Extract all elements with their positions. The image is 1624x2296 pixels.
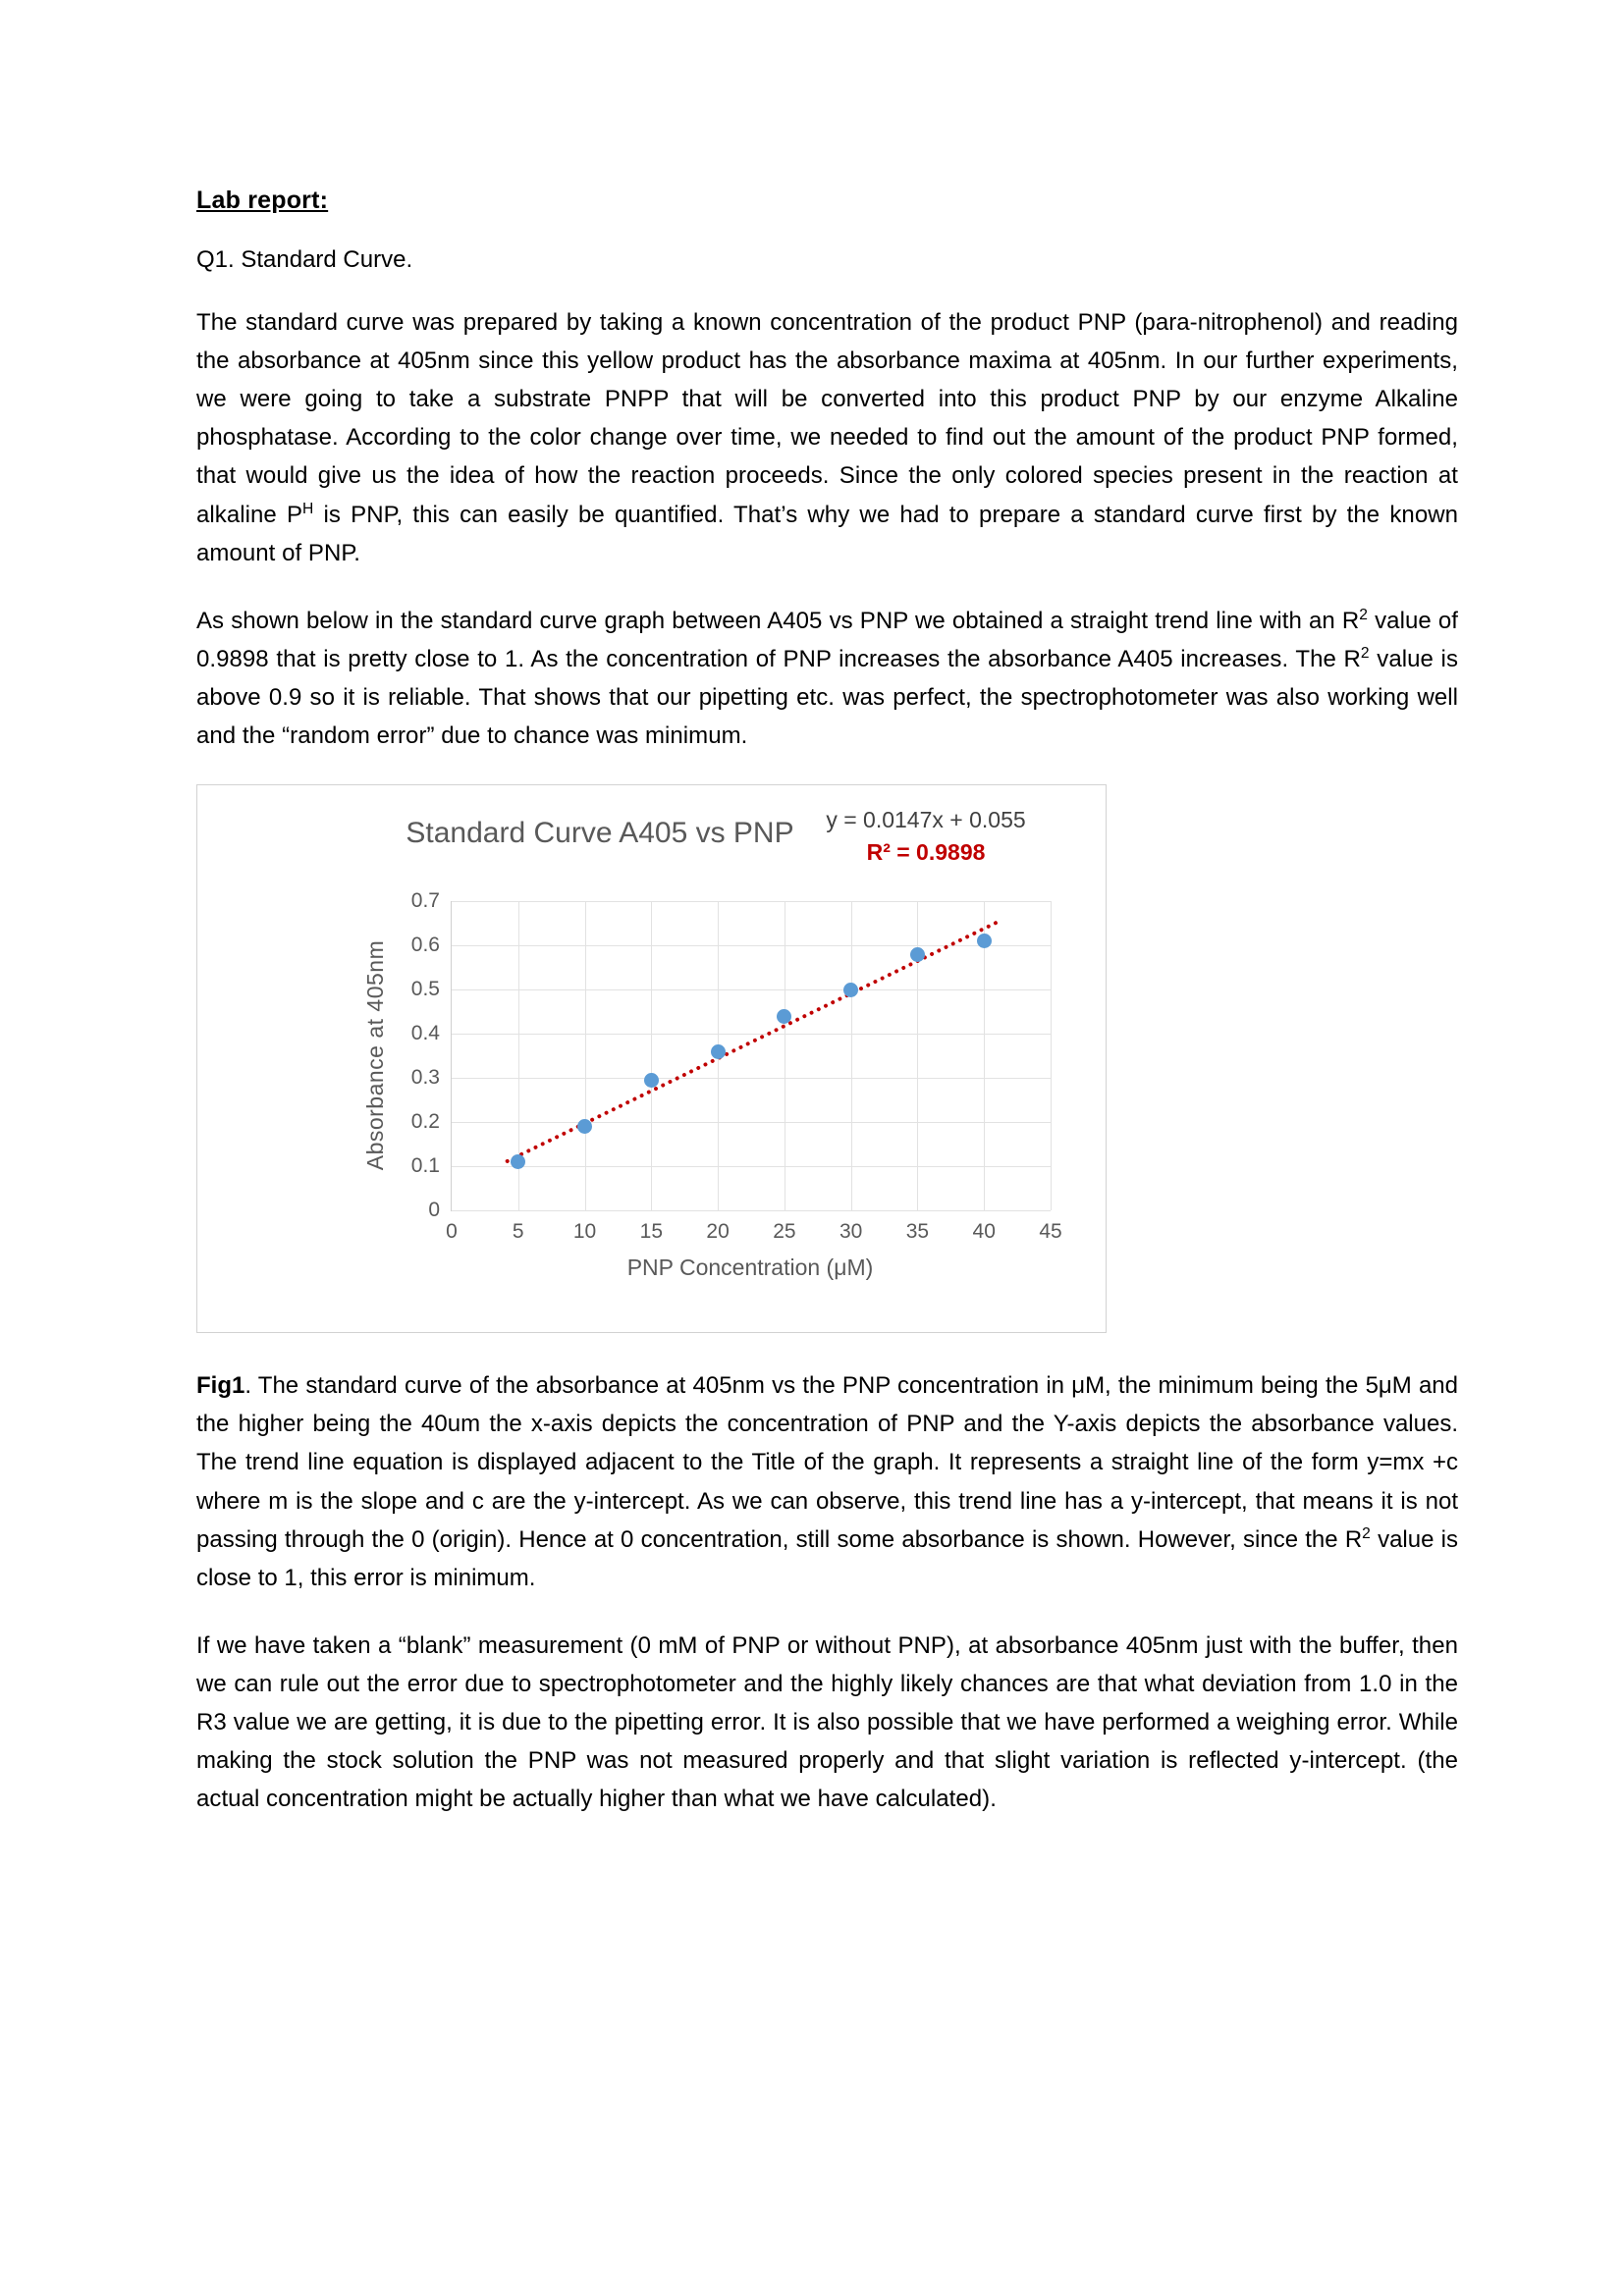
chart-y-tick-label: 0.3	[410, 1066, 440, 1090]
chart-y-tick-label: 0.1	[410, 1154, 440, 1178]
chart-gridline-horizontal	[452, 1210, 1051, 1211]
chart-gridline-vertical	[1051, 901, 1052, 1210]
chart-gridline-horizontal	[452, 901, 1051, 902]
trendline-equation: y = 0.0147x + 0.055	[826, 807, 1026, 833]
chart-gridline-horizontal	[452, 1122, 1051, 1123]
chart-x-tick-label: 35	[905, 1220, 930, 1244]
paragraph-4: If we have taken a “blank” measurement (0 mM of PNP or without PNP), at absorbance 405nm just with the buffer, then we can rule out the error due to spectrophotometer and the highly likely chances are that what deviation from 1.0 in the R3 value we are getting, it is due to the pipetting error. It is also possible that we have performed a weighing error. While making the stock solution the PNP was not measured properly and that slight variation is reflected y-intercept. (the actual concentration might be actually higher than what we have calculated).	[196, 1631, 1458, 1813]
chart-title: Standard Curve A405 vs PNP	[406, 817, 794, 850]
standard-curve-chart	[196, 784, 1107, 1333]
chart-x-tick-label: 10	[572, 1220, 597, 1244]
paragraph-1-superscript: H	[302, 500, 314, 517]
chart-y-tick-label: 0.6	[410, 934, 440, 957]
chart-x-tick-label: 25	[773, 1220, 796, 1244]
paragraph-2-text-a: As shown below in the standard curve graph between A405 vs PNP we obtained a straight trend line with an R	[196, 607, 1360, 634]
chart-data-point	[843, 983, 858, 997]
chart-gridline-horizontal	[452, 1034, 1051, 1035]
page-title: Lab report:	[196, 187, 329, 214]
chart-equation	[774, 807, 1078, 866]
chart-x-tick-label: 40	[972, 1220, 996, 1244]
chart-y-tick-label: 0	[428, 1199, 440, 1222]
chart-x-tick-label: 0	[446, 1220, 458, 1244]
chart-data-point	[644, 1073, 659, 1088]
figure-caption-text-b: value is close to 1, this error is minimum.	[196, 1525, 1458, 1591]
r-squared-label: R² = 0.9898	[866, 839, 986, 866]
figure-caption-text-a: . The standard curve of the absorbance at 405nm vs the PNP concentration in μM, the minimum being the 5μM and the higher being the 40um the x-axis depicts the concentration of PNP and the Y-axis depicts the absorbance values. The trend line equation is displayed adjacent to the Title of the graph. It represents a straight line of the form y=mx +c where m is the slope and c are the y-intercept. As we can observe, this trend line has a y-intercept, that means it is not passing through the 0 (origin). Hence at 0 concentration, still some absorbance is shown. However, since the R	[196, 1372, 1458, 1553]
chart-y-tick-label: 0.2	[410, 1110, 440, 1134]
paragraph-2-superscript-2: 2	[1360, 644, 1370, 662]
chart-x-tick-label: 20	[706, 1220, 730, 1244]
chart-gridline-horizontal	[452, 1078, 1051, 1079]
chart-plot-area	[410, 889, 1062, 1244]
paragraph-1	[196, 303, 1458, 572]
chart-y-axis-label: Absorbance at 405nm	[362, 939, 388, 1171]
chart-y-tick-label: 0.4	[410, 1022, 440, 1045]
paragraph-2-text-c: value is above 0.9 so it is reliable. That shows that our pipetting etc. was perfect, the spectrophotometer was also working well and the “random error” due to chance was minimum.	[196, 645, 1458, 750]
chart-data-point	[711, 1044, 726, 1059]
chart-gridline-vertical	[651, 901, 652, 1210]
chart-data-point	[977, 934, 992, 948]
chart-x-tick-label: 5	[512, 1220, 524, 1244]
figure-caption	[196, 1366, 1458, 1597]
chart-x-tick-label: 30	[839, 1220, 863, 1244]
question-heading: Q1. Standard Curve.	[196, 246, 413, 273]
chart-x-tick-label: 45	[1039, 1220, 1062, 1244]
chart-gridline-horizontal	[452, 1166, 1051, 1167]
chart-y-tick-label: 0.5	[410, 978, 440, 1001]
chart-data-point	[777, 1009, 791, 1024]
chart-x-axis-label: PNP Concentration (μM)	[626, 1255, 874, 1281]
paragraph-1-text: The standard curve was prepared by taking a known concentration of the product PNP (para-nitrophenol) and reading the absorbance at 405nm since this yellow product has the absorbance maxima at 405nm. In our further experiments, we were going to take a substrate PNPP that will be converted into this product PNP by our enzyme Alkaline phosphatase. According to the color change over time, we needed to find out the amount of the product PNP formed, that would give us the idea of how the reaction proceeds. Since the only colored species present in the reaction at alkaline P	[196, 309, 1458, 528]
paragraph-1-text-cont: is PNP, this can easily be quantified. That’s why we had to prepare a standard curve first by the known amount of PNP.	[196, 501, 1458, 566]
chart-data-point	[910, 947, 925, 962]
paragraph-2	[196, 602, 1458, 755]
paragraph-2-text-b: value of 0.9898 that is pretty close to 1. As the concentration of PNP increases the absorbance A405 increases. The R	[196, 607, 1458, 672]
figure-caption-superscript: 2	[1362, 1524, 1371, 1542]
chart-gridline-horizontal	[452, 989, 1051, 990]
chart-gridline-vertical	[585, 901, 586, 1210]
chart-y-tick-label: 0.7	[410, 889, 440, 913]
paragraph-2-superscript-1: 2	[1359, 606, 1368, 623]
chart-gridline-vertical	[851, 901, 852, 1210]
document-content	[196, 187, 1458, 1847]
chart-x-tick-label: 15	[639, 1220, 664, 1244]
chart-data-point	[577, 1119, 592, 1134]
chart-gridline-horizontal	[452, 945, 1051, 946]
figure-caption-label: Fig1	[196, 1372, 245, 1400]
